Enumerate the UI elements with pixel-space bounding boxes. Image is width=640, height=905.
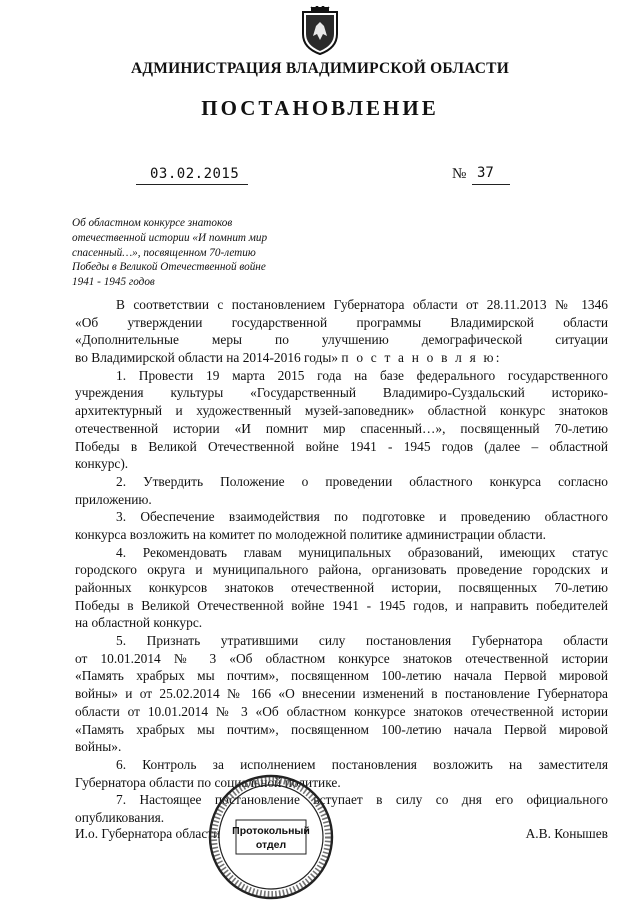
body-line: 4. Рекомендовать главам муниципальных образований, имеющих статус bbox=[116, 544, 608, 560]
subject-line: Победы в Великой Отечественной войне bbox=[72, 261, 266, 274]
stamp-text: отдел bbox=[255, 839, 287, 851]
body-line: «Дополнительные меры по улучшению демографической ситуации bbox=[75, 332, 608, 348]
body-line: Победы в Великой Отечественной войне 1941 - 1945 годов (далее – областной bbox=[75, 438, 608, 454]
document-type-title: ПОСТАНОВЛЕНИЕ bbox=[201, 96, 439, 120]
body-line: 1. Провести 19 марта 2015 года на базе федерального государственного bbox=[116, 367, 608, 383]
coat-of-arms-icon bbox=[299, 6, 341, 56]
body-line: 2. Утвердить Положение о проведении областного конкурса согласно bbox=[116, 473, 608, 489]
document-date: 03.02.2015 bbox=[150, 166, 240, 182]
body-line: Победы в Великой Отечественной войне 1941 - 1945 годов, и направить победителей bbox=[75, 597, 608, 613]
body-line: «Память храбрых мы почтим», посвященном 100-летию начала Первой мировой bbox=[75, 721, 608, 737]
body-line: В соответствии с постановлением Губернатора области от 28.11.2013 № 1346 bbox=[116, 297, 608, 312]
body-line: Губернатора области по социальной политике. bbox=[75, 774, 341, 790]
body-line: «Память храбрых мы почтим», посвященном 100-летию начала Первой мировой bbox=[75, 668, 608, 684]
document-subject bbox=[72, 216, 302, 290]
body-line: области от 10.01.2014 № 3 «Об областном конкурсе знатоков отечественной истории bbox=[75, 703, 608, 719]
body-line: «Об утверждении государственной программы Владимирской области bbox=[75, 314, 608, 330]
body-line: учреждения культуры «Государственный Владимиро-Суздальский историко- bbox=[75, 385, 608, 401]
body-line: войны» и от 25.02.2014 № 166 «О внесении изменений в постановление Губернатора bbox=[75, 686, 608, 702]
subject-line: спасенный…», посвященном 70-летию bbox=[72, 246, 256, 259]
signatory-name: А.В. Конышев bbox=[525, 826, 608, 841]
subject-line: 1941 - 1945 годов bbox=[72, 276, 155, 289]
official-stamp bbox=[206, 772, 336, 902]
body-line: городского округа и муниципального района, организовать проведение городских и bbox=[75, 562, 608, 578]
number-label: № bbox=[452, 166, 467, 182]
body-line bbox=[75, 349, 608, 367]
signatory-role: И.о. Губернатора области bbox=[75, 826, 221, 841]
body-line-text: во Владимирской области на 2014-2016 годы» bbox=[75, 350, 339, 366]
stamp-text: Протокольный bbox=[232, 825, 310, 837]
body-line: от 10.01.2014 № 3 «Об областном конкурсе знатоков отечественной истории bbox=[75, 650, 608, 666]
body-line: 5. Признать утратившими силу постановления Губернатора области bbox=[116, 633, 608, 649]
organization-title: АДМИНИСТРАЦИЯ ВЛАДИМИРСКОЙ ОБЛАСТИ bbox=[131, 60, 509, 77]
body-line: конкурс). bbox=[75, 456, 129, 472]
document-number: 37 bbox=[477, 165, 494, 181]
body-line: конкурса возложить на комитет по молодежной политике администрации области. bbox=[75, 526, 547, 542]
body-line: архитектурный и художественный музей-заповедник» областной конкурс знатоков bbox=[75, 403, 608, 419]
body-line: районных конкурсов знатоков отечественной истории, посвященных 70-летию bbox=[75, 580, 608, 595]
body-line: опубликования. bbox=[75, 809, 165, 825]
resolves-word: п о с т а н о в л я ю: bbox=[341, 350, 502, 366]
subject-line: Об областном конкурсе знатоков bbox=[72, 217, 233, 229]
body-line: приложению. bbox=[75, 491, 152, 507]
body-line: отечественной истории «И помнит мир спасенный…», посвященный 70-летию bbox=[75, 420, 608, 436]
body-line: 7. Настоящее постановление вступает в силу со дня его официального bbox=[116, 792, 608, 808]
body-line: на областной конкурс. bbox=[75, 615, 203, 631]
body-line: 3. Обеспечение взаимодействия по подготовке и проведению областного bbox=[116, 509, 608, 525]
body-line: войны». bbox=[75, 739, 122, 755]
subject-line: отечественной истории «И помнит мир bbox=[72, 231, 268, 244]
document-body bbox=[75, 296, 608, 827]
body-line: 6. Контроль за исполнением постановления возложить на заместителя bbox=[116, 756, 608, 772]
